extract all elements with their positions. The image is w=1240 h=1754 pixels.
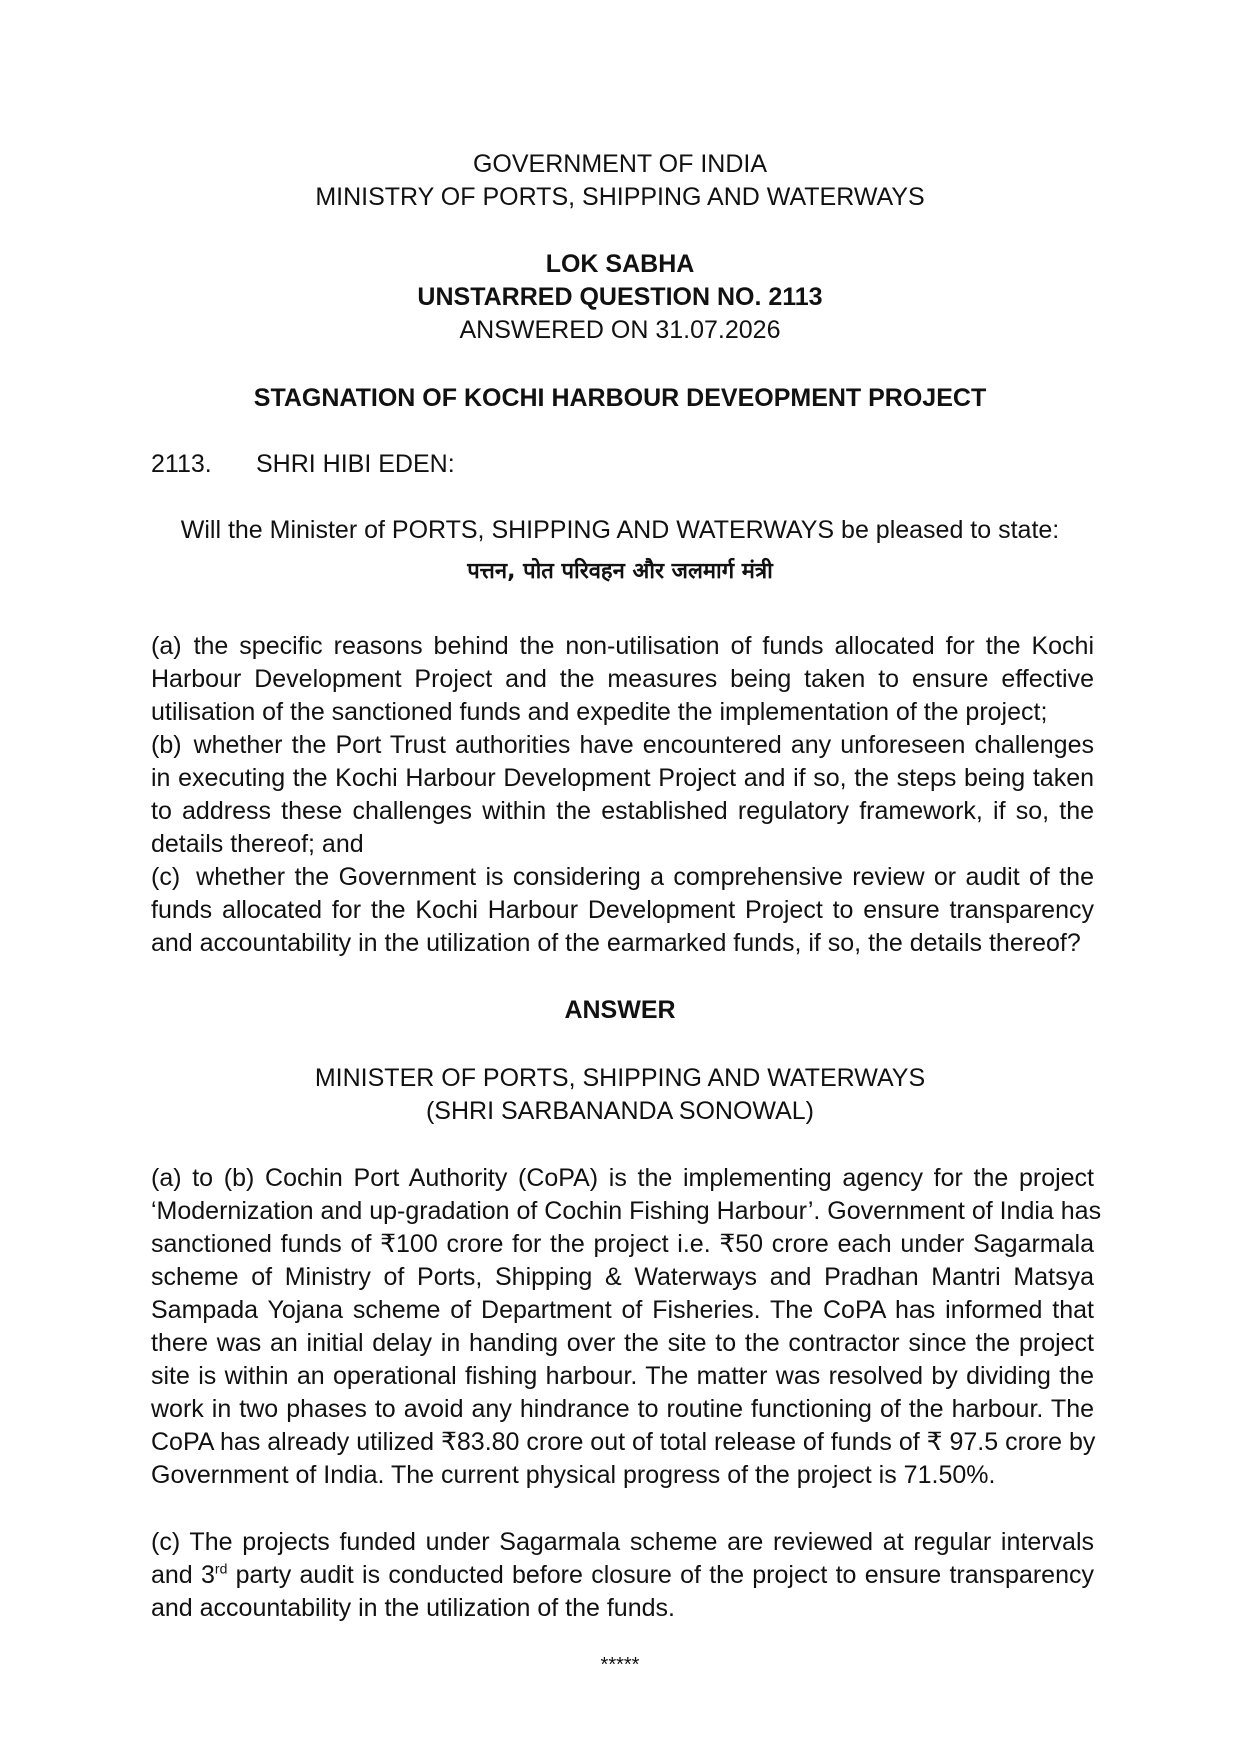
question-part-b-line: to address these challenges within the established regulatory framework, if so, the — [151, 797, 1094, 825]
answer-line: there was an initial delay in handing over the site to the contractor since the project — [151, 1329, 1094, 1357]
question-number: 2113. — [151, 450, 212, 478]
question-title: STAGNATION OF KOCHI HARBOUR DEVEOPMENT PROJECT — [253, 384, 987, 412]
answer-line: site is within an operational fishing harbour. The matter was resolved by dividing the — [151, 1362, 1094, 1390]
superscript-ordinal: rd — [214, 1560, 228, 1577]
question-part-a-label: (a) — [151, 632, 182, 660]
government-heading: GOVERNMENT OF INDIA — [472, 150, 767, 178]
answer-paragraph-c — [151, 1526, 1094, 1625]
answer-line: and accountability in the utilization of the funds. — [151, 1594, 675, 1622]
question-parts — [151, 630, 1094, 960]
answer-paragraph-a-b — [151, 1162, 1102, 1492]
question-part-b-line: in executing the Kochi Harbour Development Project and if so, the steps being taken — [151, 764, 1094, 792]
answer-line: (c) The projects funded under Sagarmala scheme are reviewed at regular intervals — [151, 1528, 1094, 1556]
answer-line: ‘Modernization and up-gradation of Cochin Fishing Harbour’. Government of India has — [151, 1197, 1102, 1225]
answer-line: sanctioned funds of ₹100 crore for the project i.e. ₹50 crore each under Sagarmala — [151, 1230, 1094, 1258]
question-part-c-line: and accountability in the utilization of the earmarked funds, if so, the details thereof? — [151, 929, 1081, 957]
answered-on-date: ANSWERED ON 31.07.2026 — [459, 316, 781, 344]
end-of-document-stars: ***** — [600, 1654, 640, 1676]
answer-line: scheme of Ministry of Ports, Shipping & Waterways and Pradhan Mantri Matsya — [151, 1263, 1094, 1291]
question-part-b-line: (b) whether the Port Trust authorities have encountered any unforeseen challenges — [151, 731, 1094, 759]
question-part-c-line: (c) whether the Government is considering a comprehensive review or audit of the — [151, 863, 1094, 891]
ministry-heading: MINISTRY OF PORTS, SHIPPING AND WATERWAYS — [315, 183, 925, 211]
question-part-a-line: Harbour Development Project and the measures being taken to ensure effective — [151, 665, 1094, 693]
answer-line: and 3rd party audit is conducted before closure of the project to ensure transparency — [151, 1560, 1094, 1589]
house-heading: LOK SABHA — [545, 250, 695, 278]
question-part-c-line: funds allocated for the Kochi Harbour Development Project to ensure transparency — [151, 896, 1094, 924]
answer-line: Government of India. The current physical progress of the project is 71.50%. — [151, 1461, 996, 1489]
question-part-b-label: (b) — [151, 731, 182, 759]
minister-name: (SHRI SARBANANDA SONOWAL) — [425, 1097, 815, 1125]
member-name: SHRI HIBI EDEN: — [256, 450, 455, 478]
question-member-line — [151, 448, 455, 481]
question-part-a-line: utilisation of the sanctioned funds and expedite the implementation of the project; — [151, 698, 1048, 726]
answer-line: CoPA has already utilized ₹83.80 crore out of total release of funds of ₹ 97.5 crore by — [151, 1428, 1096, 1456]
question-number-heading: UNSTARRED QUESTION NO. 2113 — [417, 283, 823, 311]
question-part-a-line: (a) the specific reasons behind the non-utilisation of funds allocated for the Kochi — [151, 632, 1094, 660]
answer-line: (a) to (b) Cochin Port Authority (CoPA) is the implementing agency for the project — [151, 1164, 1094, 1192]
question-intro-hindi: पत्तन, पोत परिवहन और जलमार्ग मंत्री — [467, 559, 773, 584]
answer-line: Sampada Yojana scheme of Department of Fisheries. The CoPA has informed that — [151, 1296, 1094, 1324]
question-intro: Will the Minister of PORTS, SHIPPING AND WATERWAYS be pleased to state: — [180, 516, 1060, 544]
question-part-b-line: details thereof; and — [151, 830, 364, 858]
question-part-c-label: (c) — [151, 863, 181, 891]
answer-heading: ANSWER — [564, 996, 676, 1024]
minister-title: MINISTER OF PORTS, SHIPPING AND WATERWAYS — [314, 1064, 926, 1092]
answer-line: work in two phases to avoid any hindrance to routine functioning of the harbour. The — [151, 1395, 1094, 1423]
